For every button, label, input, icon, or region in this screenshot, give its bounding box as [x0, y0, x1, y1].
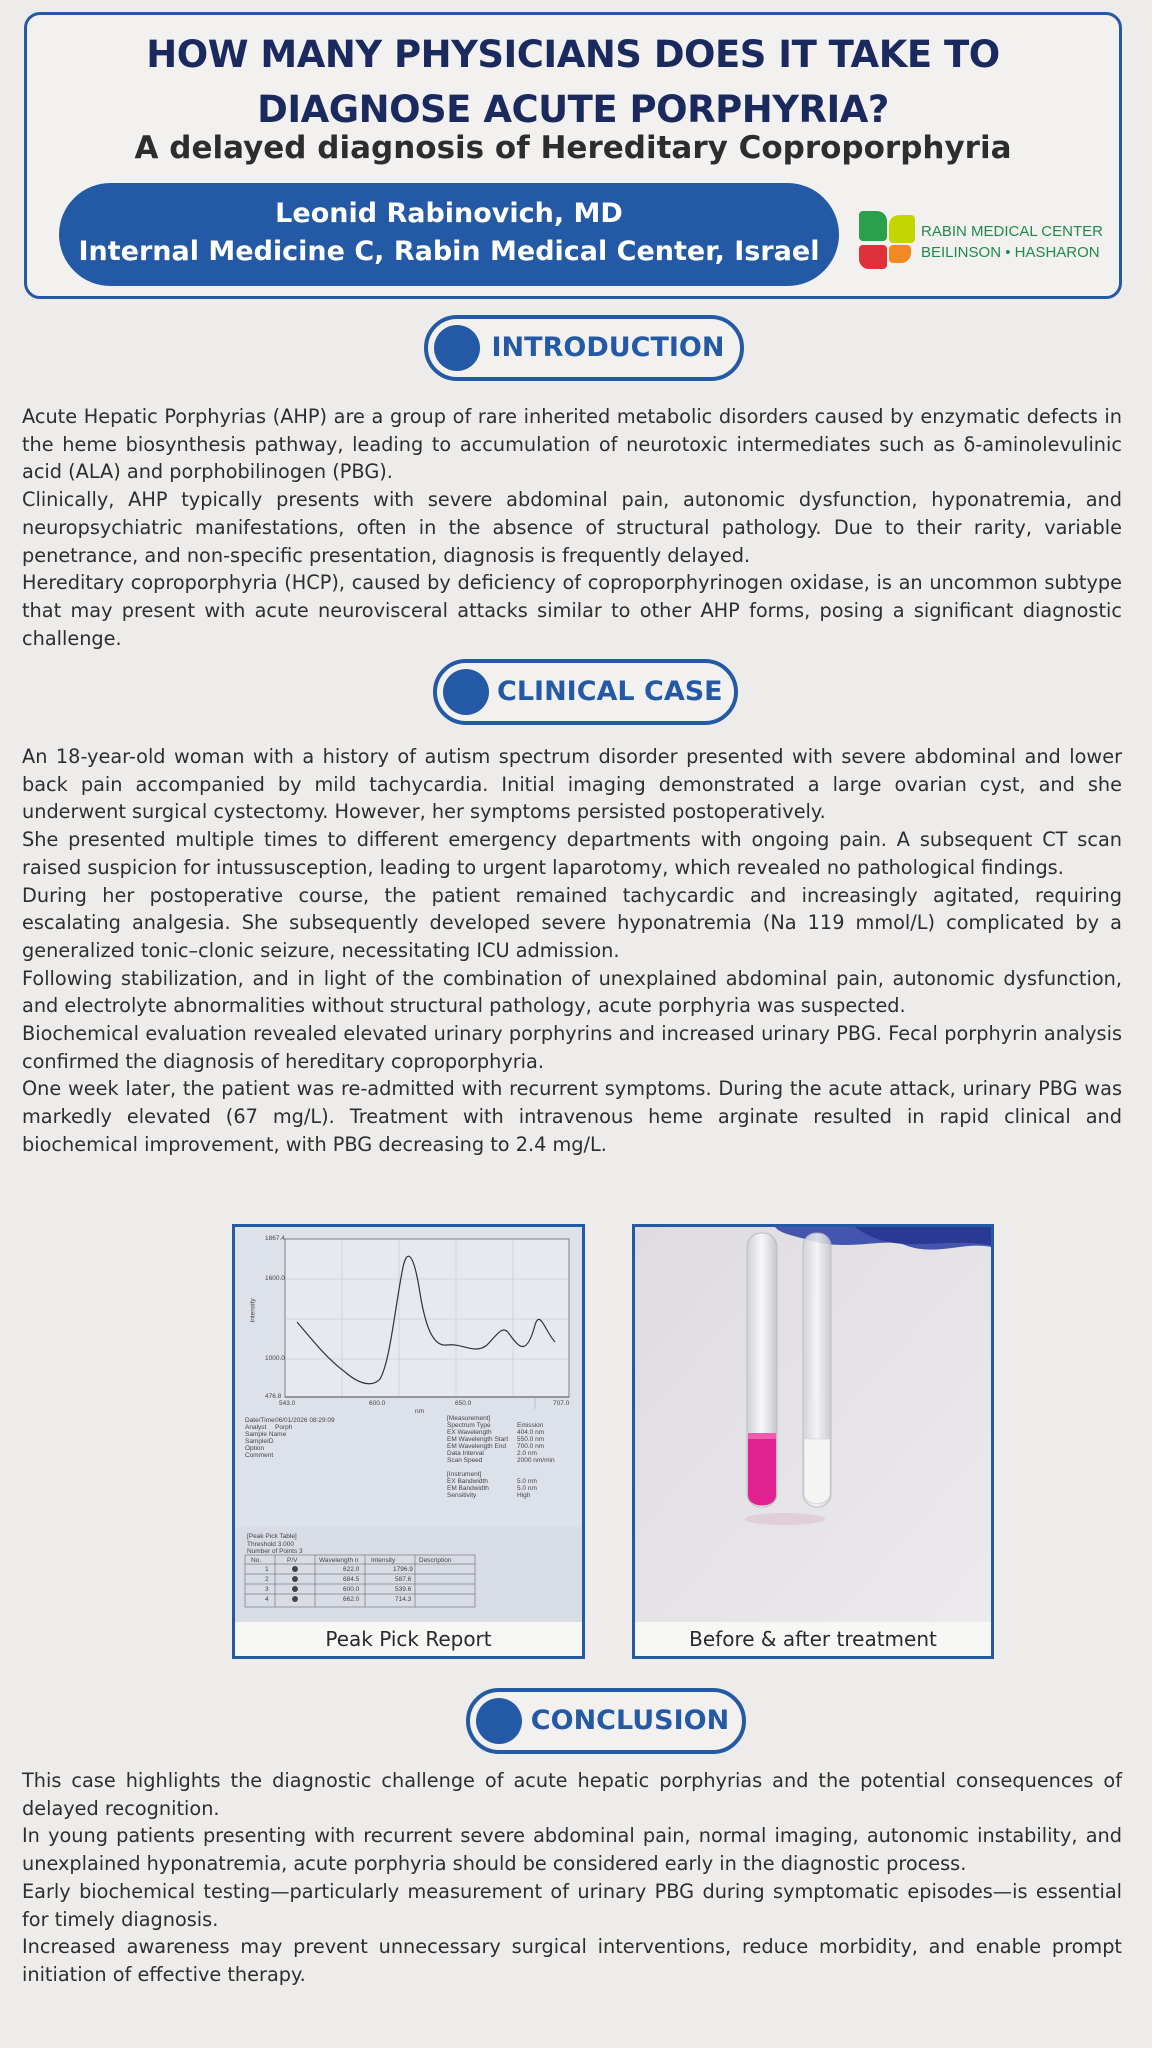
table-header-description: Description: [419, 1557, 452, 1564]
introduction-heading: [424, 315, 744, 381]
x-axis-label: nm: [415, 1408, 425, 1415]
report-instrument-values: 5.0 nm 5.0 nm High: [517, 1478, 537, 1499]
x-tick-min: 543.0: [279, 1400, 296, 1407]
title-line-1: HOW MANY PHYSICIANS DOES IT TAKE TO: [146, 33, 1000, 76]
y-tick-1: 1600.0: [265, 1275, 285, 1282]
clinical-case-paragraph: One week later, the patient was re-admitted with recurrent symptoms. During the acute attack, urinary PBG was markedly elevated (67 mg/L). Treatment with intravenous heme arginate resulted in rapid clinical and biochemical improvement, with PBG decreasing to 2.4 mg/L.: [22, 1077, 1122, 1156]
table-row-wavelength: 684.5: [343, 1576, 360, 1583]
table-row-intensity: 1796.9: [393, 1566, 413, 1573]
peak-threshold: Threshold 3.000: [247, 1541, 294, 1548]
y-tick-min: 476.8: [265, 1393, 282, 1400]
clinical-case-text: [22, 743, 1122, 1159]
before-after-caption: Before & after treatment: [635, 1622, 991, 1656]
clinical-case-paragraph: During her postoperative course, the patient remained tachycardic and increasingly agitated, requiring escalating analgesia. She subsequently developed severe hyponatremia (Na 119 mmol/L) complicated by a generalized tonic–clonic seizure, necessitating ICU admission.: [22, 883, 1122, 962]
table-header-intensity: Intensity: [371, 1557, 396, 1564]
report-meta-labels: Date/Time Analyst Sample Name SampleID Option Comment: [245, 1417, 287, 1459]
logo-line-2: BEILINSON • HASHARON: [921, 244, 1100, 261]
author-name: Leonid Rabinovich, MD: [275, 198, 623, 229]
poster-title: [27, 27, 1119, 137]
y-tick-2: 1000.0: [265, 1355, 285, 1362]
table-row-no: 2: [265, 1576, 269, 1583]
conclusion-paragraph: Early biochemical testing—particularly measurement of urinary PBG during symptomatic episodes—is essential for timely diagnosis.: [22, 1879, 1122, 1931]
header-box: [24, 12, 1122, 299]
logo-line-1: RABIN MEDICAL CENTER: [921, 223, 1103, 240]
table-row-intensity: 587.6: [395, 1576, 412, 1583]
introduction-paragraph: Clinically, AHP typically presents with severe abdominal pain, autonomic dysfunction, hyponatremia, and neuropsychiatric manifestations, often in the absence of structural pathology. Due to their rarity, variable penetrance, and non-specific presentation, diagnosis is frequently delayed.: [22, 488, 1122, 567]
heading-dot-icon: [443, 669, 489, 715]
author-affiliation: Internal Medicine C, Rabin Medical Center, Israel: [78, 236, 820, 267]
table-header-wavelength: Wavelength n: [319, 1557, 359, 1564]
peak-pick-report-figure: [232, 1224, 585, 1659]
clinical-case-paragraph: Following stabilization, and in light of the combination of unexplained abdominal pain, autonomic dysfunction, and electrolyte abnormalities without structural pathology, acute porphyria was suspected.: [22, 966, 1122, 1018]
clinical-case-heading-label: CLINICAL CASE: [497, 676, 723, 707]
introduction-paragraph: Hereditary coproporphyria (HCP), caused by deficiency of coproporphyrinogen oxidase, is an uncommon subtype that may present with acute neurovisceral attacks similar to other AHP forms, posing a significant diagnostic challenge.: [22, 571, 1122, 650]
clinical-case-heading: [433, 659, 738, 725]
logo-square-orange: [889, 245, 911, 263]
introduction-paragraph: Acute Hepatic Porphyrias (AHP) are a group of rare inherited metabolic disorders caused by enzymatic defects in the heme biosynthesis pathway, leading to accumulation of neurotoxic intermediates such as δ-aminolevulinic acid (ALA) and porphobilinogen (PBG).: [22, 405, 1122, 484]
clinical-case-paragraph: Biochemical evaluation revealed elevated urinary porphyrins and increased urinary PBG. Fecal porphyrin analysis confirmed the diagnosis of hereditary coproporphyria.: [22, 1022, 1122, 1073]
title-line-2: DIAGNOSE ACUTE PORPHYRIA?: [257, 88, 889, 131]
table-row-no: 1: [265, 1566, 269, 1573]
poster-subtitle: A delayed diagnosis of Hereditary Coproporphyria: [134, 130, 1012, 166]
author-banner: [59, 183, 839, 286]
conclusion-paragraph: Increased awareness may prevent unnecessary surgical interventions, reduce morbidity, and enable prompt initiation of effective therapy.: [22, 1935, 1122, 1986]
table-row-intensity: 539.6: [395, 1586, 412, 1593]
rabin-logo: [857, 203, 1107, 283]
heading-dot-icon: [434, 325, 480, 371]
report-meta-values: 06/01/2026 08:29:09 Porph: [275, 1417, 335, 1431]
peak-num-points: Number of Points 3: [247, 1548, 303, 1555]
test-tubes-photo: [635, 1227, 991, 1625]
report-instrument: [Instrument] EX Bandwidth EM Bandwidth Sensitivity: [447, 1471, 489, 1499]
test-tubes-illustration: [635, 1227, 991, 1625]
table-header-pv: P/V: [287, 1557, 298, 1564]
x-tick-max: 707.0: [553, 1400, 570, 1407]
logo-square-green: [859, 211, 887, 241]
clinical-case-paragraph: She presented multiple times to different emergency departments with ongoing pain. A subsequent CT scan raised suspicion for intussusception, leading to urgent laparotomy, which revealed no pathological findings.: [22, 828, 1122, 879]
conclusion-paragraph: This case highlights the diagnostic challenge of acute hepatic porphyrias and the potential consequences of delayed recognition.: [22, 1769, 1122, 1820]
table-row-intensity: 714.3: [395, 1596, 412, 1603]
conclusion-heading: [466, 1688, 746, 1754]
introduction-text: [22, 403, 1122, 652]
conclusion-text: [22, 1767, 1122, 1989]
y-tick-max: 1867.4: [265, 1235, 285, 1242]
report-measurement: [Measurement] Spectrum Type EX Wavelength EM Wavelength Start EM Wavelength End Data Interval Scan Speed: [447, 1415, 509, 1464]
y-axis-label: Intensity: [249, 1298, 257, 1323]
clinical-case-paragraph: An 18-year-old woman with a history of autism spectrum disorder presented with severe abdominal and lower back pain accompanied by mild tachycardia. Initial imaging demonstrated a large ovarian cyst, and she underwent surgical cystectomy. However, her symptoms persisted postoperatively.: [22, 745, 1122, 824]
x-tick-1: 600.0: [369, 1400, 386, 1407]
logo-text: [921, 221, 1103, 263]
peak-table-title: [Peak Pick Table]: [247, 1533, 297, 1540]
x-tick-2: 650.0: [455, 1400, 472, 1407]
logo-square-red: [859, 245, 887, 269]
conclusion-heading-label: CONCLUSION: [530, 1705, 730, 1736]
peak-pick-report-image: [235, 1227, 582, 1625]
table-row-wavelength: 622.0: [343, 1566, 360, 1573]
table-row-no: 3: [265, 1586, 269, 1593]
before-after-figure: [632, 1224, 994, 1659]
heading-dot-icon: [476, 1698, 522, 1744]
table-row-wavelength: 662.0: [343, 1596, 360, 1603]
introduction-heading-label: INTRODUCTION: [491, 332, 725, 363]
table-row-wavelength: 600.0: [343, 1586, 360, 1593]
table-header-no: No.: [251, 1557, 262, 1564]
conclusion-paragraph: In young patients presenting with recurrent severe abdominal pain, normal imaging, autonomic instability, and unexplained hyponatremia, acute porphyria should be considered early in the diagnostic process.: [22, 1824, 1122, 1876]
logo-square-lime: [889, 215, 915, 243]
report-measurement-values: Emission 404.0 nm 550.0 nm 700.0 nm 2.0 nm 2000 nm/min: [517, 1422, 555, 1464]
table-row-no: 4: [265, 1596, 269, 1603]
peak-pick-report-caption: Peak Pick Report: [235, 1622, 582, 1656]
